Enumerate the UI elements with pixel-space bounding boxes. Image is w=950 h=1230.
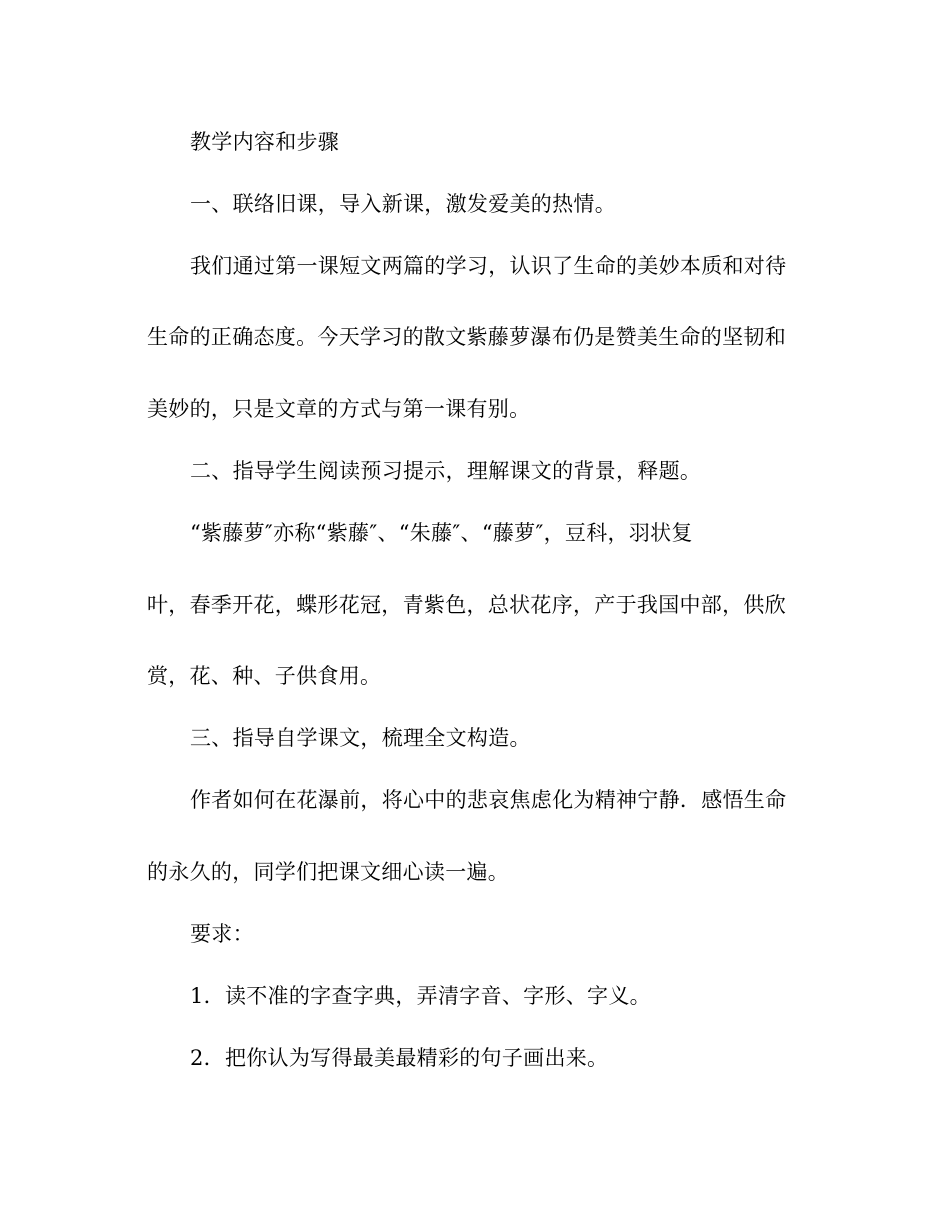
section1-line-2: 生命的正确态度。今天学习的散文紫藤萝瀑布仍是赞美生命的坚韧和 xyxy=(147,325,786,349)
section3-line-2: 的永久的，同学们把课文细心读一遍。 xyxy=(147,860,510,884)
section3-line-1: 作者如何在花瀑前，将心中的悲哀焦虑化为精神宁静．感悟生命 xyxy=(190,788,787,812)
section1-title: 一、联络旧课，导入新课，激发爱美的热情。 xyxy=(190,192,616,216)
section2-line-1: “紫藤萝″亦称“紫藤″、“朱藤″、“藤萝″，豆科，羽状复 xyxy=(190,521,693,545)
section1-line-3: 美妙的，只是文章的方式与第一课有别。 xyxy=(147,397,531,421)
requirement-item-1: 1．读不准的字查字典，弄清字音、字形、字义。 xyxy=(190,984,651,1008)
requirement-item-2: 2．把你认为写得最美最精彩的句子画出来。 xyxy=(190,1046,609,1070)
section2-line-2: 叶，春季开花，蝶形花冠，青紫色，总状花序，产于我国中部，供欣 xyxy=(147,593,786,617)
document-heading: 教学内容和步骤 xyxy=(190,130,340,154)
requirements-label: 要求： xyxy=(190,922,254,946)
section3-title: 三、指导自学课文，梳理全文构造。 xyxy=(190,726,531,750)
section2-line-3: 赏，花、种、子供食用。 xyxy=(147,664,382,688)
section1-line-1: 我们通过第一课短文两篇的学习，认识了生命的美妙本质和对待 xyxy=(190,254,787,278)
section2-title: 二、指导学生阅读预习提示，理解课文的背景，释题。 xyxy=(190,459,702,483)
